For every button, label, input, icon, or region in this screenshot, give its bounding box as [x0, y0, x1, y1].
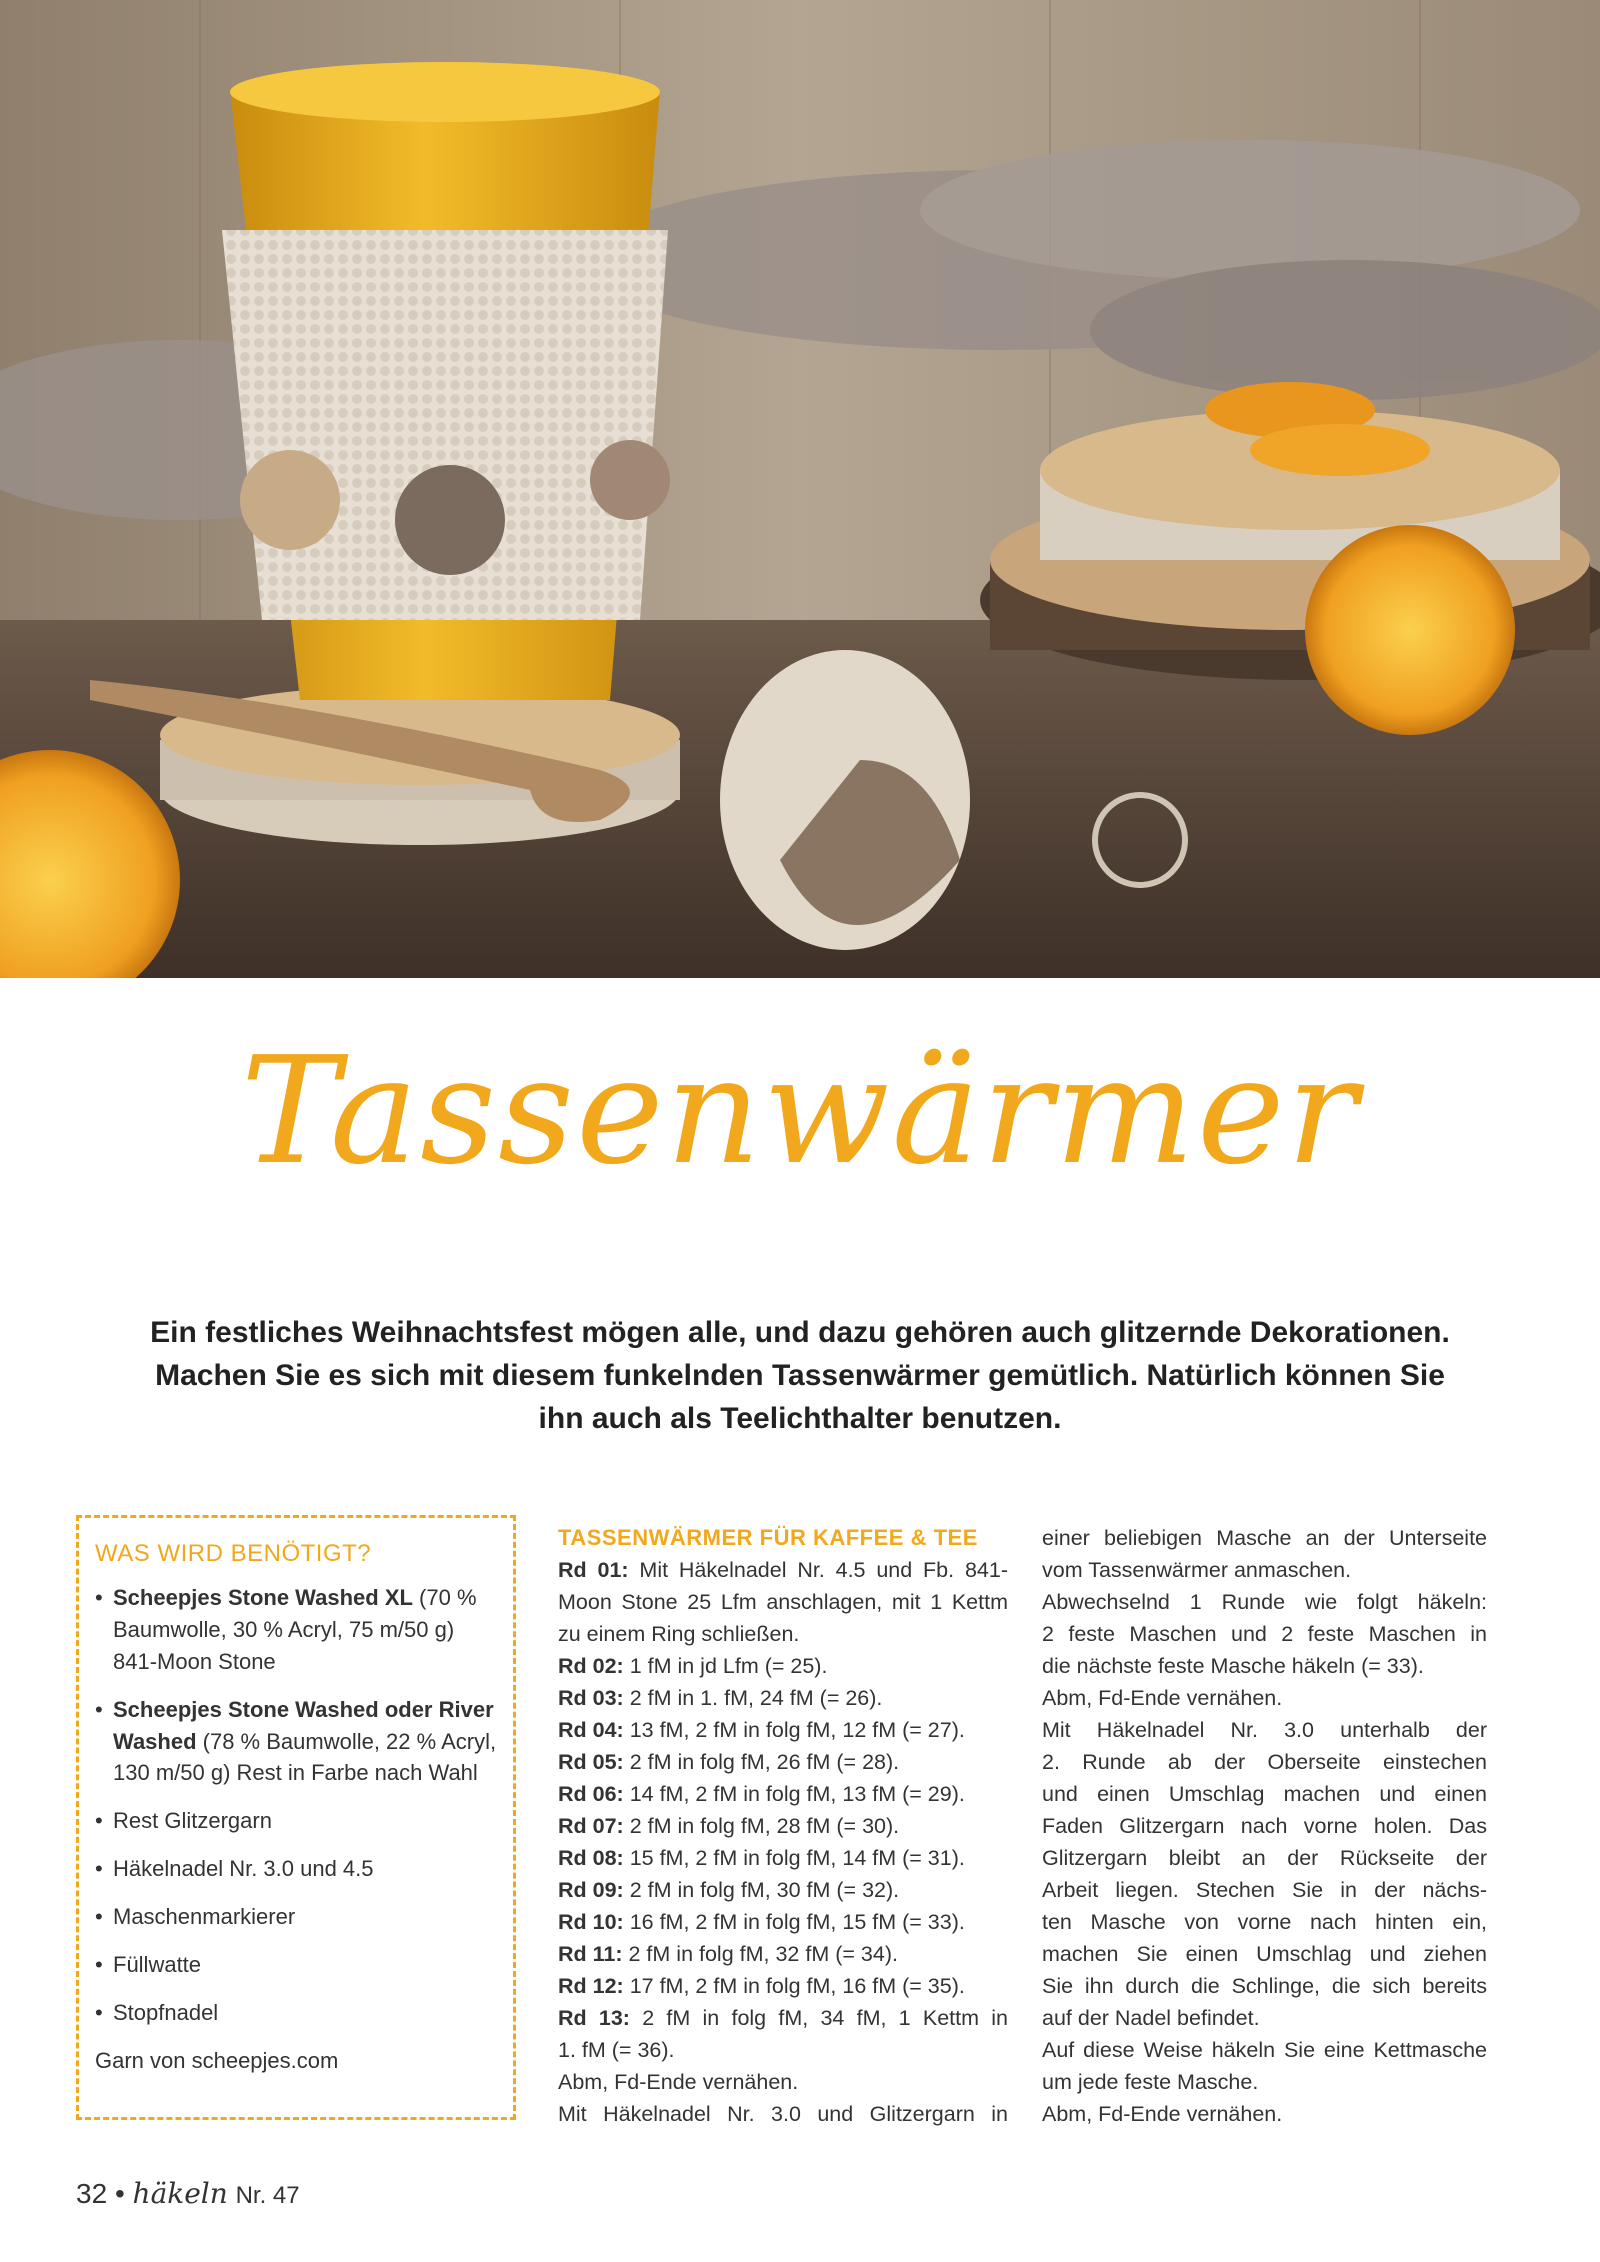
instruction-text: 13 fM, 2 fM in folg fM, 12 fM (= 27).	[623, 1718, 965, 1742]
materials-item-text: Füllwatte	[113, 1952, 202, 1978]
instruction-text: ten Masche von vorne nach hinten ein,	[1042, 1910, 1487, 1934]
instruction-line	[1042, 1586, 1487, 1618]
instruction-text: vom Tassenwärmer anmaschen.	[1042, 1558, 1352, 1582]
instruction-line	[1042, 2002, 1487, 2034]
instruction-line	[558, 1586, 1008, 1618]
intro-text	[80, 1312, 1520, 1441]
instruction-text: 2 fM in folg fM, 34 fM, 1 Kettm in	[629, 2006, 1008, 2030]
instruction-line	[1042, 1810, 1487, 1842]
instruction-line	[1042, 1650, 1487, 1682]
page-number: 32	[76, 2178, 108, 2209]
instructions-column-1	[558, 1522, 1008, 2130]
hero-photo	[0, 0, 1600, 978]
instruction-line	[558, 1906, 1008, 1938]
instruction-text: 2 fM in folg fM, 30 fM (= 32).	[623, 1878, 900, 1902]
instruction-text: 2 fM in 1. fM, 24 fM (= 26).	[623, 1686, 883, 1710]
instruction-line	[1042, 1554, 1487, 1586]
instruction-line	[1042, 1938, 1487, 1970]
instruction-text: 16 fM, 2 fM in folg fM, 15 fM (= 33).	[623, 1910, 965, 1934]
instruction-line	[558, 2098, 1008, 2130]
instruction-line	[1042, 2066, 1487, 2098]
instruction-text: 14 fM, 2 fM in folg fM, 13 fM (= 29).	[623, 1782, 965, 1806]
instruction-text: um jede feste Masche.	[1042, 2070, 1259, 2094]
materials-list	[95, 1582, 499, 2029]
round-label: Rd 09:	[558, 1878, 624, 1902]
intro-line: ihn auch als Teelichthalter benutzen.	[538, 1401, 1062, 1435]
instructions-column-2	[1042, 1522, 1487, 2130]
instruction-text: auf der Nadel befindet.	[1042, 2006, 1260, 2030]
instruction-line	[1042, 1682, 1487, 1714]
instruction-line	[1042, 1970, 1487, 2002]
instruction-text: 2 fM in folg fM, 28 fM (= 30).	[623, 1814, 900, 1838]
instruction-text: Mit Häkelnadel Nr. 3.0 unterhalb der	[1042, 1718, 1487, 1742]
instruction-line	[1042, 1522, 1487, 1554]
materials-item	[95, 1805, 499, 1837]
instruction-line	[558, 2002, 1008, 2034]
instruction-text: Abm, Fd-Ende vernähen.	[1042, 2102, 1283, 2126]
instruction-text: einer beliebigen Masche an der Unterseite	[1042, 1526, 1487, 1550]
instruction-line	[558, 1810, 1008, 1842]
instruction-lines	[1042, 1522, 1487, 2130]
magazine-name: häkeln	[132, 2177, 228, 2210]
hero-photo-illustration	[0, 0, 1600, 978]
page-footer	[76, 2177, 300, 2210]
instruction-text: Abm, Fd-Ende vernähen.	[1042, 1686, 1283, 1710]
materials-item	[95, 1853, 499, 1885]
materials-item-text: Stopfnadel	[113, 1999, 219, 2025]
instruction-line	[558, 1970, 1008, 2002]
round-label: Rd 04:	[558, 1718, 624, 1742]
instruction-text: 15 fM, 2 fM in folg fM, 14 fM (= 31).	[623, 1846, 965, 1870]
instruction-text: 17 fM, 2 fM in folg fM, 16 fM (= 35).	[623, 1974, 965, 1998]
materials-item	[95, 1997, 499, 2029]
instruction-line	[558, 1778, 1008, 1810]
instruction-line	[1042, 1874, 1487, 1906]
materials-item	[95, 1949, 499, 1981]
issue-number: Nr. 47	[235, 2182, 300, 2209]
instruction-line	[1042, 1842, 1487, 1874]
materials-item	[95, 1901, 499, 1933]
instruction-text: 2 fM in folg fM, 32 fM (= 34).	[622, 1942, 898, 1966]
instruction-line	[558, 2034, 1008, 2066]
instruction-text: die nächste feste Masche häkeln (= 33).	[1042, 1654, 1424, 1678]
round-label: Rd 10:	[558, 1910, 624, 1934]
materials-item-text: Häkelnadel Nr. 3.0 und 4.5	[113, 1856, 374, 1882]
instruction-text: und einen Umschlag machen und einen	[1042, 1782, 1487, 1806]
round-label: Rd 01:	[558, 1558, 629, 1582]
round-label: Rd 03:	[558, 1686, 624, 1710]
instruction-line	[558, 2066, 1008, 2098]
instruction-text: Arbeit liegen. Stechen Sie in der nächs-	[1042, 1878, 1487, 1902]
materials-item-name: Scheepjes Stone Washed XL	[113, 1585, 413, 1610]
instruction-text: Auf diese Weise häkeln Sie eine Kettmasche	[1042, 2038, 1487, 2062]
instruction-line	[1042, 2098, 1487, 2130]
page-title: Tassenwärmer	[240, 1025, 1360, 1197]
materials-item-text: Rest Glitzergarn	[113, 1808, 272, 1834]
instruction-text: Abwechselnd 1 Runde wie folgt häkeln:	[1042, 1590, 1487, 1614]
round-label: Rd 13:	[558, 2006, 630, 2030]
instruction-line	[558, 1618, 1008, 1650]
instruction-text: Faden Glitzergarn nach vorne holen. Das	[1042, 1814, 1487, 1838]
instruction-text: 1 fM in jd Lfm (= 25).	[623, 1654, 828, 1678]
instruction-line	[1042, 1778, 1487, 1810]
yarn-credit: Garn von scheepjes.com	[95, 2047, 339, 2073]
materials-item-text: (78 % Baumwolle, 22 % Acryl, 130 m/50 g) Rest in Farbe nach Wahl	[113, 1728, 497, 1786]
instruction-line	[558, 1682, 1008, 1714]
intro-line: Ein festliches Weihnachtsfest mögen alle, und dazu gehören auch glitzernde Dekorationen.	[150, 1316, 1450, 1349]
instruction-text: Sie ihn durch die Schlinge, die sich bereits	[1042, 1974, 1487, 1998]
instruction-text: 1. fM (= 36).	[558, 2038, 675, 2062]
instruction-text: Mit Häkelnadel Nr. 3.0 und Glitzergarn in	[558, 2102, 1008, 2126]
instruction-line	[558, 1874, 1008, 1906]
instruction-line	[558, 1842, 1008, 1874]
instruction-text: Moon Stone 25 Lfm anschlagen, mit 1 Kettm	[558, 1590, 1008, 1614]
instruction-line	[558, 1650, 1008, 1682]
instruction-text: Abm, Fd-Ende vernähen.	[558, 2070, 799, 2094]
footer-bullet: •	[114, 2178, 125, 2209]
instruction-line	[558, 1554, 1008, 1586]
round-label: Rd 07:	[558, 1814, 624, 1838]
instruction-line	[558, 1746, 1008, 1778]
instruction-text: 2. Runde ab der Oberseite einstechen	[1042, 1750, 1487, 1774]
materials-item	[95, 1694, 499, 1790]
instruction-line	[1042, 1906, 1487, 1938]
materials-box	[76, 1515, 516, 2120]
materials-item-text: Maschenmarkierer	[113, 1904, 296, 1930]
materials-item-text: (70 % Baumwolle, 30 % Acryl, 75 m/50 g) 841-Moon Stone	[113, 1585, 477, 1674]
instruction-text: Mit Häkelnadel Nr. 4.5 und Fb. 841-	[628, 1558, 1008, 1582]
instruction-line	[558, 1714, 1008, 1746]
instruction-line	[1042, 1746, 1487, 1778]
round-label: Rd 02:	[558, 1654, 624, 1678]
materials-heading: WAS WIRD BENÖTIGT?	[95, 1540, 372, 1567]
intro-line: Machen Sie es sich mit diesem funkelnden Tassenwärmer gemütlich. Natürlich können Sie	[155, 1358, 1445, 1392]
round-label: Rd 08:	[558, 1846, 624, 1870]
instruction-line	[558, 1938, 1008, 1970]
instructions-heading: TASSENWÄRMER FÜR KAFFEE & TEE	[558, 1525, 978, 1550]
round-label: Rd 06:	[558, 1782, 624, 1806]
materials-item-name: Scheepjes Stone Washed oder River Washed	[113, 1696, 494, 1754]
materials-item	[95, 1582, 499, 1678]
instruction-text: 2 feste Maschen und 2 feste Maschen in	[1042, 1622, 1487, 1646]
instruction-line	[1042, 2034, 1487, 2066]
instruction-text: Glitzergarn bleibt an der Rückseite der	[1042, 1846, 1487, 1870]
round-label: Rd 11:	[558, 1942, 623, 1966]
instruction-line	[1042, 1618, 1487, 1650]
round-label: Rd 05:	[558, 1750, 624, 1774]
instruction-text: 2 fM in folg fM, 26 fM (= 28).	[623, 1750, 900, 1774]
instruction-line	[1042, 1714, 1487, 1746]
instruction-lines	[558, 1554, 1008, 2130]
instruction-text: zu einem Ring schließen.	[558, 1622, 800, 1646]
instruction-text: machen Sie einen Umschlag und ziehen	[1042, 1942, 1487, 1966]
round-label: Rd 12:	[558, 1974, 624, 1998]
